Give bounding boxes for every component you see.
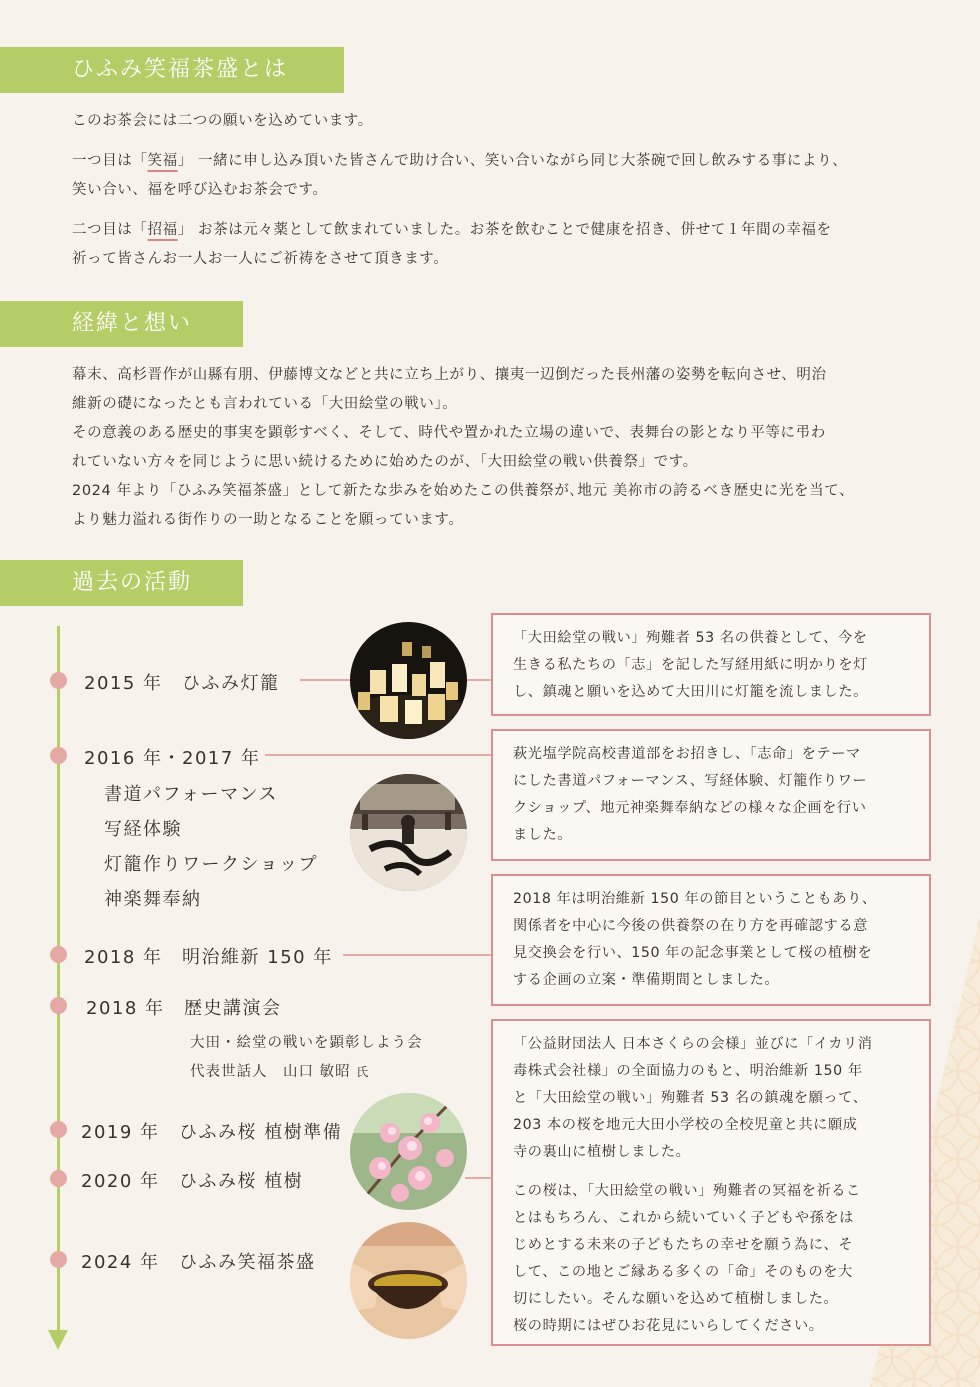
connector-line [465, 679, 493, 681]
timeline-line [57, 626, 60, 1336]
timeline-arrow-icon [48, 1330, 68, 1350]
section-heading-about: ひふみ笑福茶盛とは [0, 47, 344, 93]
background-line: れていない方々を同じように思い続けるために始めたのが、「大田絵堂の戦い供養祭」です。 [72, 454, 698, 470]
timeline-2016-item: 書道パフォーマンス [104, 784, 279, 805]
timeline-dot [50, 1121, 67, 1138]
background-line: 維新の礎になったとも言われている「大田絵堂の戦い」。 [72, 396, 458, 412]
activity-box-2015 [491, 613, 931, 716]
connector-line [465, 1177, 493, 1179]
box-line: じめとする未来の子どもたちの幸せを願う為に、そ [513, 1237, 854, 1253]
box-line: 切にしたい。そんな願いを込めて植樹しました。 [513, 1291, 839, 1307]
box-line: 関係者を中心に今後の供養祭の在り方を再確認する意 [513, 918, 868, 934]
timeline-dot [50, 1251, 67, 1268]
lecture-speaker: 代表世話人 山口 敏昭 氏 [190, 1064, 370, 1080]
timeline-dot [50, 946, 67, 963]
about-p2-line2: 祈って皆さんお一人お一人にご祈祷をさせて頂きます。 [72, 251, 449, 267]
tea-bowl-photo [350, 1222, 467, 1339]
calligraphy-photo [350, 774, 467, 891]
box-line: 寺の裏山に植樹しました。 [513, 1144, 691, 1160]
timeline-2018-meiji: 2018 年 明治維新 150 年 [84, 947, 333, 968]
timeline-dot [50, 997, 67, 1014]
box-line: して、この地とご縁ある多くの「命」そのものを大 [513, 1264, 853, 1280]
box-line: 毒株式会社様」の全面協力のもと、明治維新 150 年 [513, 1063, 863, 1079]
about-p1-line2: 笑い合い、福を呼び込むお茶会です。 [72, 182, 328, 198]
background-line: その意義のある歴史的事実を顕彰すべく、そして、時代や置かれた立場の違いで、表舞台の影となり平等に弔わ [72, 425, 826, 441]
keyword-shofuku-invite: 招福 [147, 222, 178, 238]
timeline-2016-item: 神楽舞奉納 [104, 889, 202, 910]
about-p2-line1: 二つ目は「招福」 お茶は元々薬として飲まれていました。お茶を飲むことで健康を招き、併せて１年間の幸福を [72, 222, 832, 238]
background-line: 2024 年より「ひふみ笑福茶盛」として新たな歩みを始めたこの供養祭が､地元 美祢市の誇るべき歴史に光を当て、 [72, 483, 855, 499]
activity-box-2018 [491, 874, 931, 1006]
keyword-shofuku: 笑福 [147, 153, 178, 169]
timeline-dot [50, 1170, 67, 1187]
background-text [72, 361, 922, 535]
background-line: より魅力溢れる街作りの一助となることを願っています。 [72, 512, 464, 528]
background-line: 幕末、高杉晋作が山縣有朋、伊藤博文などと共に立ち上がり、攘夷一辺倒だった長州藩の姿勢を転向させ、明治 [72, 367, 827, 383]
about-p1-line1: 一つ目は「笑福」 一緒に申し込み頂いた皆さんで助け合い、笑い合いながら同じ大茶碗で回し飲みする事により、 [72, 153, 848, 169]
cherry-blossom-photo [350, 1093, 467, 1210]
box-line: クショップ、地元神楽舞奉納などの様々な企画を行い [513, 800, 867, 816]
connector-line [265, 754, 493, 756]
connector-line [300, 679, 352, 681]
box-line: する企画の立案・準備期間としました。 [513, 972, 780, 988]
box-line: 2018 年は明治維新 150 年の節目ということもあり、 [513, 891, 877, 907]
about-intro: このお茶会には二つの願いを込めています。 [72, 113, 373, 129]
box-line: 「公益財団法人 日本さくらの会様」並びに「イカリ消 [513, 1036, 873, 1052]
timeline-2020: 2020 年 ひふみ桜 植樹 [81, 1171, 304, 1192]
section-heading-activities: 過去の活動 [0, 560, 243, 606]
box-line: にした書道パフォーマンス、写経体験、灯籠作りワー [513, 773, 868, 789]
timeline-2015: 2015 年 ひふみ灯籠 [84, 673, 280, 694]
box-line: と「大田絵堂の戦い」殉難者 53 名の鎮魂を願って、 [513, 1090, 868, 1106]
box-line: この桜は、「大田絵堂の戦い」殉難者の冥福を祈るこ [513, 1183, 861, 1199]
timeline-dot [50, 747, 67, 764]
box-line: ました。 [513, 827, 573, 843]
timeline-2019: 2019 年 ひふみ桜 植樹準備 [81, 1122, 343, 1143]
box-line: 桜の時期にはぜひお花見にいらしてください。 [513, 1318, 824, 1334]
lecture-organizer: 大田・絵堂の戦いを顕彰しよう会 [190, 1035, 423, 1051]
timeline-2018-lecture: 2018 年 歴史講演会 [86, 998, 282, 1019]
timeline-2016-item: 写経体験 [104, 819, 182, 840]
about-text [72, 107, 922, 274]
section-heading-background: 経緯と想い [0, 301, 243, 347]
box-line: 203 本の桜を地元大田小学校の全校児童と共に願成 [513, 1117, 858, 1133]
box-line: し、鎮魂と願いを込めて大田川に灯籠を流しました。 [513, 684, 868, 700]
activity-box-2016 [491, 729, 931, 861]
box-line: 見交換会を行い、150 年の記念事業として桜の植樹を [513, 945, 873, 961]
timeline-2024: 2024 年 ひふみ笑福茶盛 [81, 1252, 316, 1273]
timeline-2016: 2016 年・2017 年 [84, 748, 261, 769]
connector-line [343, 954, 493, 956]
box-line: 「大田絵堂の戦い」殉難者 53 名の供養として、今を [513, 630, 868, 646]
timeline-2016-item: 灯籠作りワークショップ [104, 854, 319, 875]
box-line: 萩光塩学院高校書道部をお招きし、「志命」をテーマ [513, 746, 861, 762]
activity-box-sakura [491, 1019, 931, 1346]
box-line: とはもちろん、これから続いていく子どもや孫をは [513, 1210, 854, 1226]
timeline-dot [50, 672, 67, 689]
box-line: 生きる私たちの「志」を記した写経用紙に明かりを灯 [513, 657, 868, 673]
lanterns-photo [350, 622, 467, 739]
